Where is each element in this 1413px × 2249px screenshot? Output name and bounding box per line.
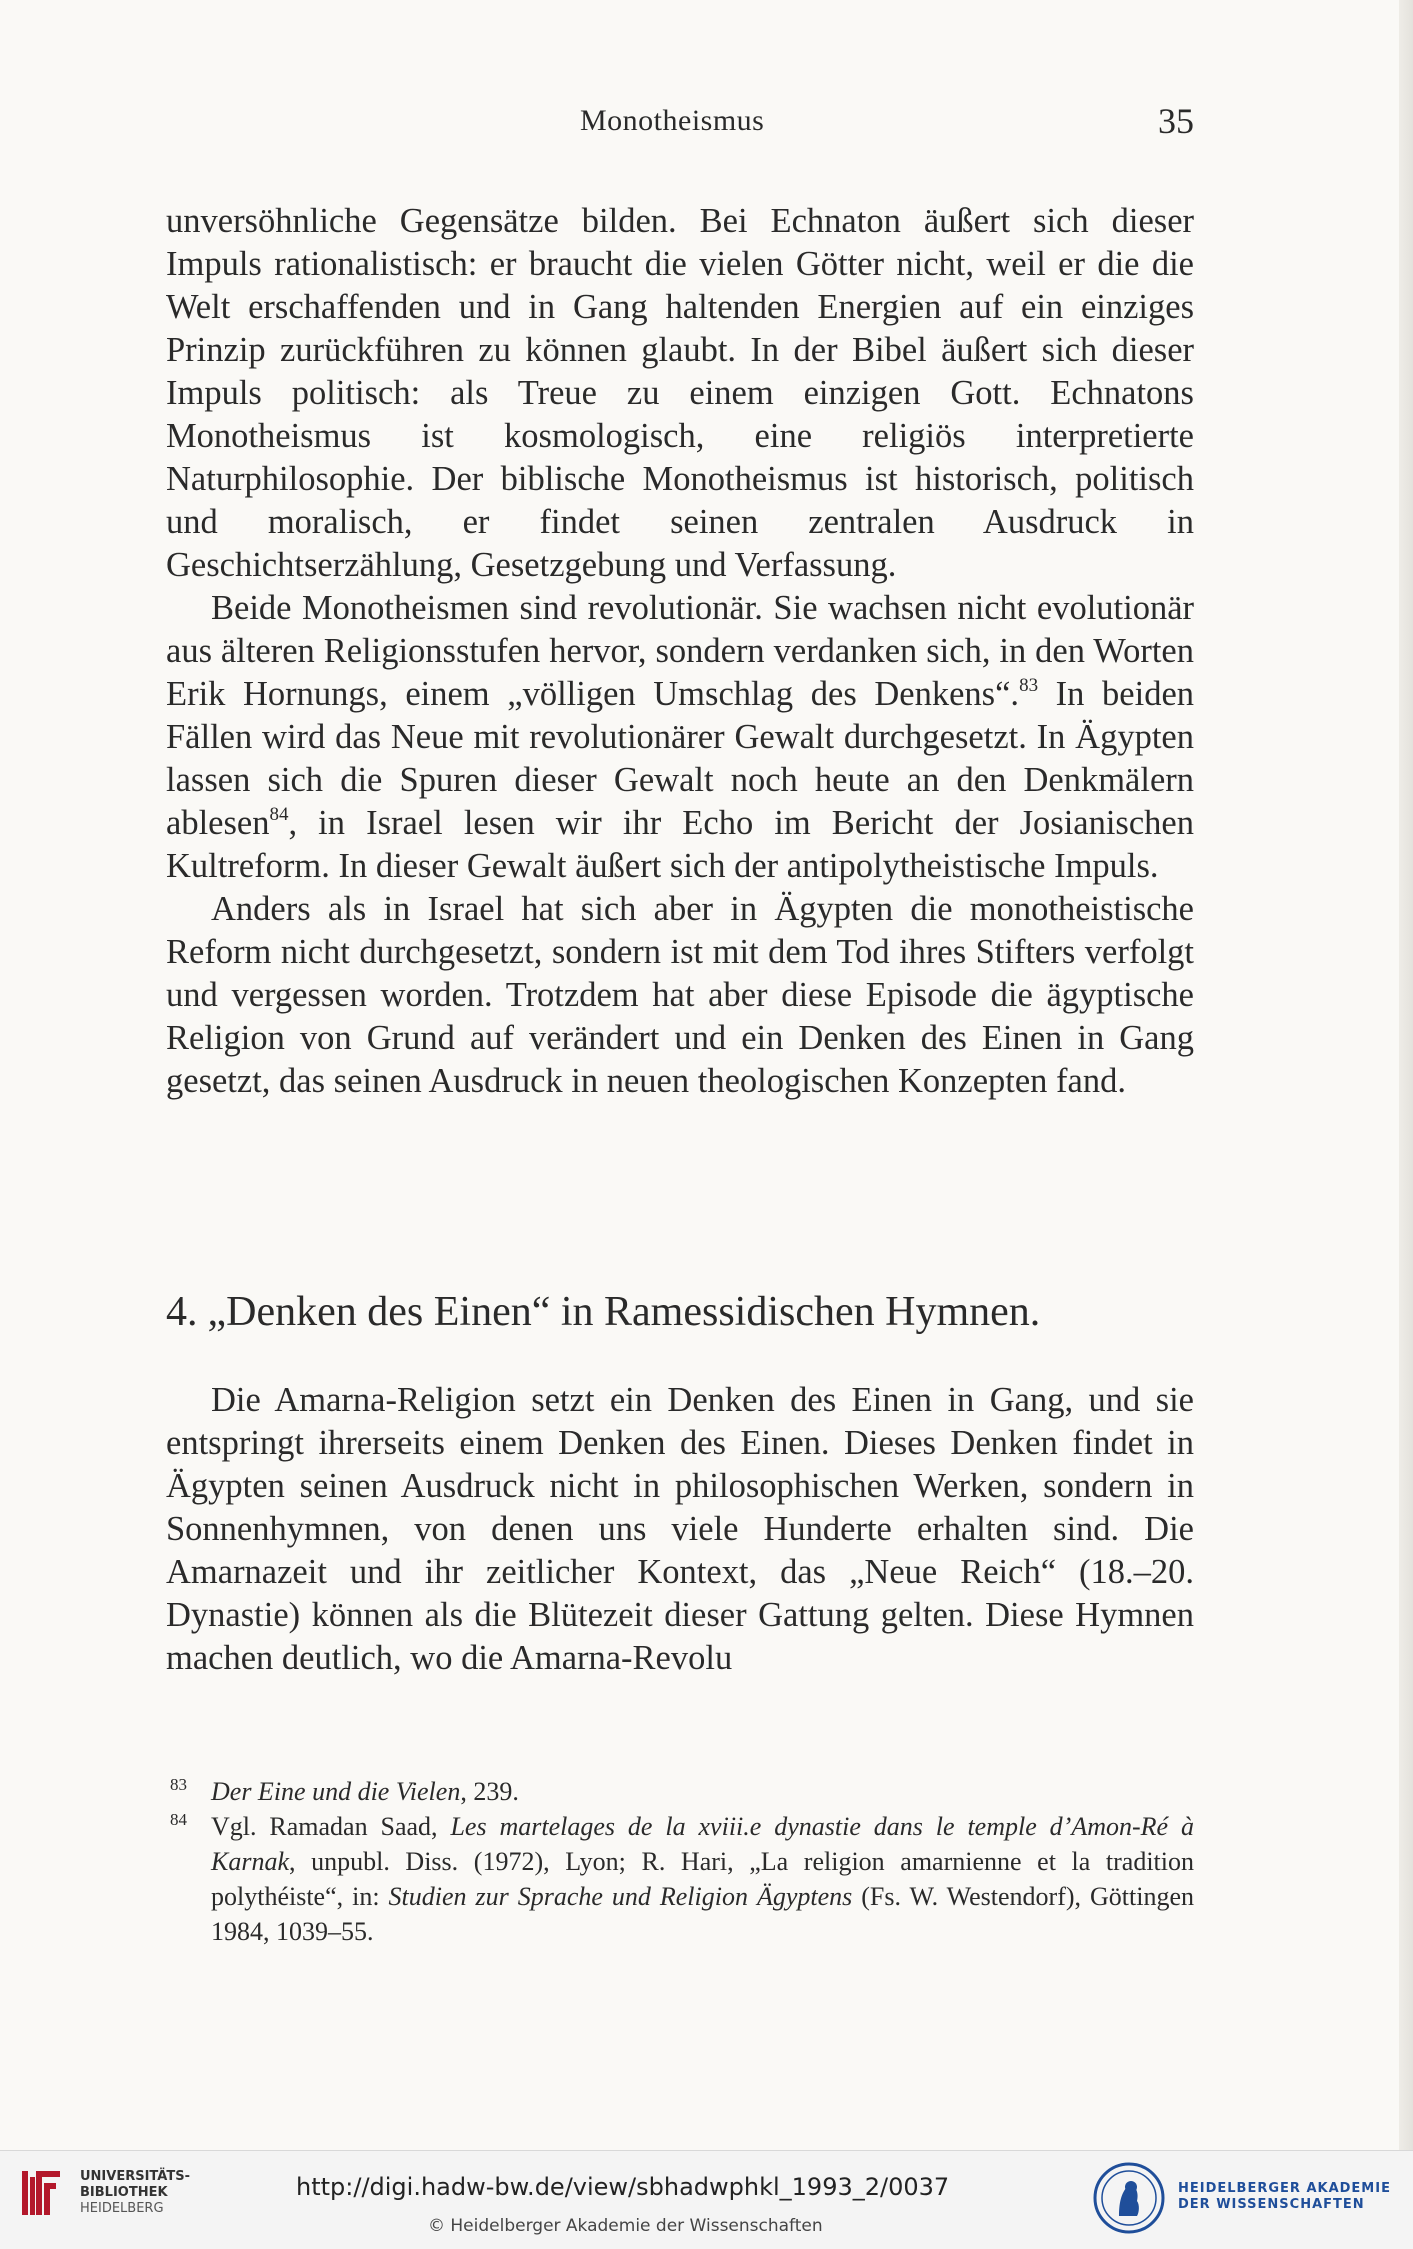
copyright-notice: © Heidelberger Akademie der Wissenschaften [428,2216,823,2236]
paragraph [166,587,1194,888]
university-library-logo-icon [16,2165,66,2225]
footnote [166,1774,1194,1809]
footnote-ref: 84 [269,804,289,825]
section-heading [166,1284,1266,1340]
footnote-text: , unpubl. Diss. (1972), Lyon; R. Hari, „La religion amarnienne et la tradition polythéiste“, in: [211,1847,1194,1911]
paragraph: unversöhnliche Gegensätze bilden. Bei Echnaton äußert sich dieser Impuls rationalistisch: er braucht die vielen Götter nicht, weil er die die Welt erschaffenden und in Gang haltenden Energien auf ein einziges Prinzip zurückführen zu können glaubt. In der Bibel äußert sich dieser Impuls politisch: als Treue zu einem einzigen Gott. Echnatons Monotheismus ist kosmologisch, eine religiös interpretierte Naturphilosophie. Der biblische Monotheismus ist historisch, politisch und moralisch, er findet seinen zentralen Ausdruck in Geschichtserzählung, Gesetzgebung und Verfassung. [166,202,1194,584]
academy-line: HEIDELBERGER AKADEMIE [1178,2181,1391,2196]
page-number: 35 [1158,101,1194,141]
page-edge [1399,0,1413,2150]
academy-line: DER WISSENSCHAFTEN [1178,2197,1365,2212]
paragraph: Anders als in Israel hat sich aber in Ägypten die monotheistische Reform nicht durchgesetzt, sondern ist mit dem Tod ihres Stifters verfolgt und vergessen worden. Trotzdem hat aber diese Episode die ägyptische Religion von Grund auf verändert und ein Denken des Einen in Gang gesetzt, das seinen Ausdruck in neuen theologischen Konzepten fand. [166,890,1194,1100]
footnotes [166,1774,1194,1949]
permalink-url[interactable]: http://digi.hadw-bw.de/view/sbhadwphkl_1993_2/0037 [296,2173,950,2201]
footnote-text: (Fs. W. Westendorf), Göttingen 1984, 1039–55. [211,1882,1194,1946]
academy-seal-icon [1092,2161,1166,2235]
footnote-title: Studien zur Sprache und Religion Ägyptens [388,1882,853,1911]
library-line: BIBLIOTHEK [80,2185,168,2200]
section-title: „Denken des Einen“ in Ramessidischen Hymnen. [207,1289,1041,1335]
footnote-title: Der Eine und die Vielen [211,1777,461,1806]
text-run: In beiden Fällen wird das Neue mit revolutionärer Gewalt durchgesetzt. In Ägypten lassen sich die Spuren dieser Gewalt noch heute an den Denkmälern ablesen [166,675,1195,842]
body-text-top [166,200,1194,1103]
library-line: UNIVERSITÄTS- [80,2169,190,2184]
viewer-footer [0,2150,1413,2249]
footnote-text: Vgl. Ramadan Saad, [211,1812,451,1841]
section-number: 4. [166,1289,198,1335]
footnote-title: Les martelages de la xviii.e dynastie dans le temple d’Amon-Ré à Karnak [211,1812,1194,1876]
footnote-number: 84 [170,1810,187,1829]
footnote [166,1809,1194,1949]
text-run: Beide Monotheismen sind revolutionär. Sie wachsen nicht evolutionär aus älteren Religionsstufen hervor, sondern verdanken sich, in den Worten Erik Hornungs, einem „völligen Umschlag des Denkens“. [166,589,1194,713]
footnote-number: 83 [170,1775,187,1794]
running-head [0,101,1413,154]
university-library-name [80,2169,190,2217]
library-line: HEIDELBERG [80,2201,164,2216]
text-run: , in Israel lesen wir ihr Echo im Bericht der Josianischen Kultreform. In dieser Gewalt äußert sich der antipolytheistische Impuls. [166,804,1194,885]
body-text-bottom [166,1379,1194,1680]
footnote-ref: 83 [1019,675,1039,696]
academy-name [1178,2181,1391,2213]
running-head-title: Monotheismus [580,104,765,137]
paragraph: Die Amarna-Religion setzt ein Denken des Einen in Gang, und sie entspringt ihrerseits einem Denken des Einen. Dieses Denken findet in Ägypten seinen Ausdruck nicht in philosophischen Werken, sondern in Sonnenhymnen, von denen uns viele Hunderte erhalten sind. Die Amarnazeit und ihr zeitlicher Kontext, das „Neue Reich“ (18.–20. Dynastie) können als die Blütezeit dieser Gattung gelten. Diese Hymnen machen deutlich, wo die Amarna-Revolu [166,1381,1194,1677]
footnote-text: , 239. [460,1777,519,1806]
